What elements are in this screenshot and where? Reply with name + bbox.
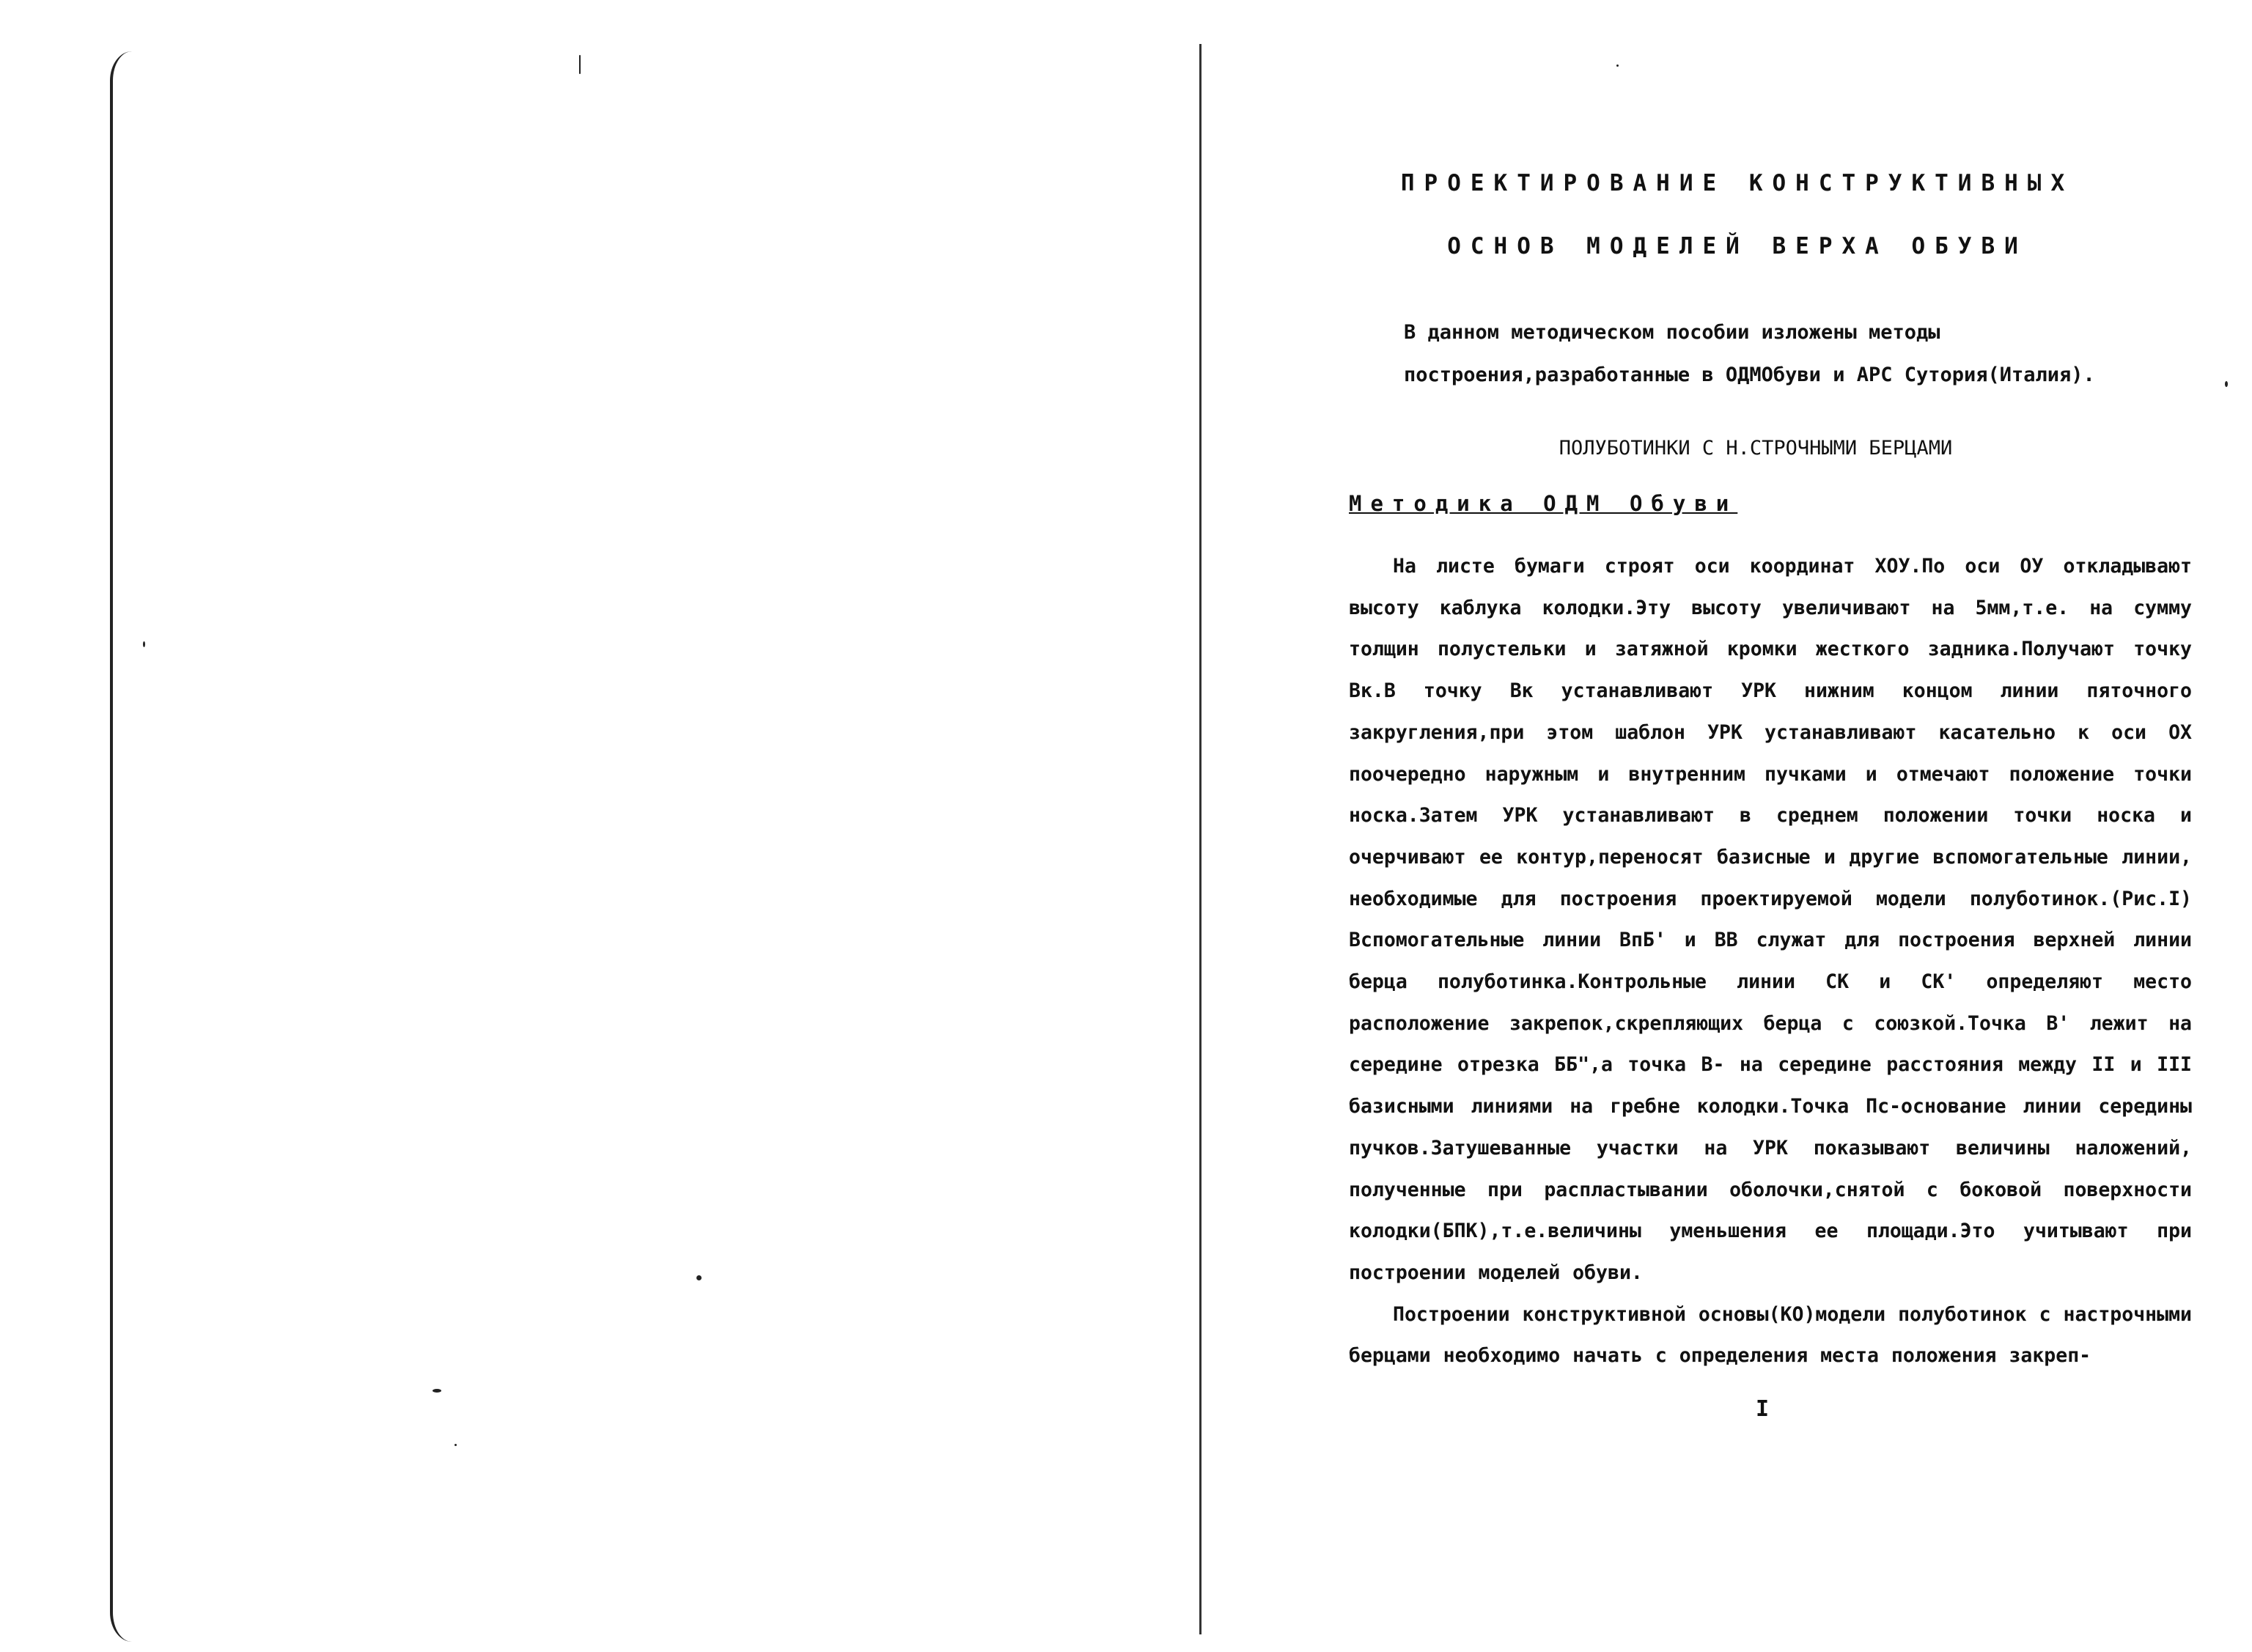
intro-paragraph: В данном методическом пособии изложены методы построения,разработанные в ОДМОбуви и АРС Сутория(Италия). (1404, 321, 2095, 386)
scan-speck (696, 1275, 702, 1280)
scan-speck (455, 1444, 457, 1446)
left-page-edge (110, 51, 142, 1642)
method-heading: Методика ОДМ Обуви (1349, 491, 1738, 516)
section-heading: ПОЛУБОТИНКИ С Н.СТРОЧНЫМИ БЕРЦАМИ (1559, 437, 1953, 460)
document-title-line-2: ОСНОВ МОДЕЛЕЙ ВЕРХА ОБУВИ (1447, 233, 2028, 259)
scan-speck (143, 641, 145, 647)
right-page-text (1202, 0, 2252, 1652)
scan-speck (2225, 381, 2228, 387)
scan-speck (1616, 64, 1619, 67)
body-text (1349, 546, 2192, 1377)
paragraph-2: Построении конструктивной основы(КО)модели полуботинок с настрочными берцами необходимо начать с определения места положения закреп- (1349, 1302, 2192, 1368)
page-number: I (1756, 1396, 1770, 1422)
paragraph-1: На листе бумаги строят оси координат ХОУ.По оси ОУ откладывают высоту каблука колодки.Эту высоту увеличивают на 5мм,т.е. на сумму толщин полустельки и затяжной кромки жесткого задника.Получают точку Вк.В точку Вк устанавливают УРК нижним концом линии пяточного закругления,при этом шаблон УРК устанавливают касательно к оси ОХ поочередно наружным и внутренним пучками и отмечают положение точки носка.Затем УРК устанавливают в среднем положении точки носка и очерчивают ее контур,переносят базисные и другие вспомогательные линии, необходимые для построения проектируемой модели полуботинок.(Рис.I) Вспомогательные линии ВпБ' и ВВ служат для построения верхней линии берца полуботинка.Контрольные линии СК и СК' определяют место расположение закрепок,скрепляющих берца с союзкой.Точка В' лежит на середине отрезка ББ",а точка В- на середине расстояния между II и III базисными линиями на гребне колодки.Точка Пс-основание линии середины пучков.Затушеванные участки на УРК показывают величины наложений, полученные при распластывании оболочки,снятой с боковой поверхности колодки(БПК),т.е.величины уменьшения ее площади.Это учитывают при построении моделей обуви. (1349, 555, 2192, 1284)
scan-speck (579, 55, 581, 74)
document-title-line-1: ПРОЕКТИРОВАНИЕ КОНСТРУКТИВНЫХ (1400, 170, 2075, 196)
page-gutter (1199, 44, 1202, 1634)
scan-speck (433, 1389, 441, 1393)
